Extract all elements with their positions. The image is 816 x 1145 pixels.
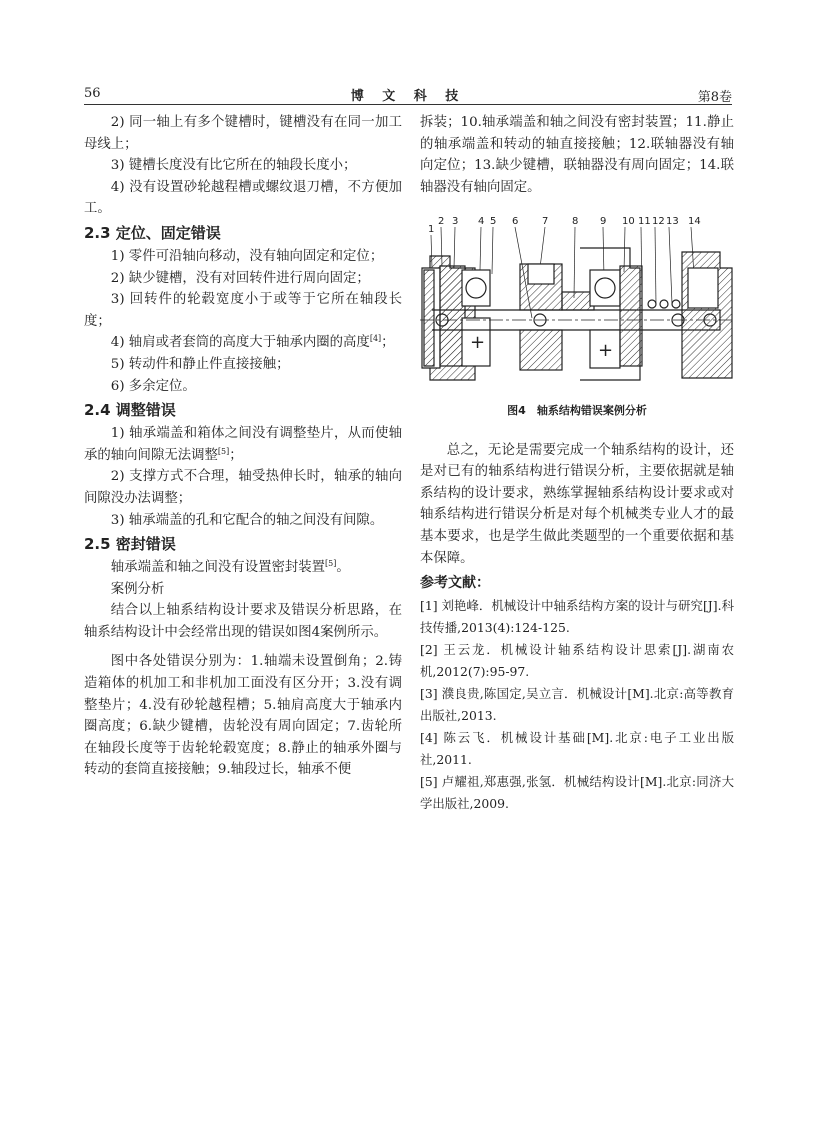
list-item-text: 4) 轴肩或者套筒的高度大于轴承内圈的高度: [110, 335, 370, 351]
punct: 。: [336, 560, 350, 576]
running-header: [84, 84, 732, 105]
part-label-9: 9: [600, 216, 607, 228]
list-item: 3) 回转件的轮毂宽度小于或等于它所在轴段长度；: [84, 292, 402, 329]
section-heading-2-5: 2.5 密封错误: [84, 535, 176, 554]
section-heading-2-4: 2.4 调整错误: [84, 401, 176, 420]
part-label-8: 8: [572, 216, 579, 228]
section-heading-2-3: 2.3 定位、固定错误: [84, 223, 221, 242]
paragraph: 图中各处错误分别为：1.轴端未设置倒角；2.铸造箱体的机加工和非机加工面没有区分开；3.没有调整垫片；4.没有砂轮越程槽；5.轴肩高度大于轴承内圈高度；6.缺少键槽，齿轮没有周向固定；7.齿轮所在轴段长度等于齿轮轮毂宽度；8.静止的轴承外圈与转动的套筒直接接触；9.轴段过长，轴承不便: [84, 654, 402, 778]
left-column: [84, 112, 402, 781]
part-label-2: 2: [438, 216, 445, 228]
punct: ；: [229, 447, 243, 463]
shaft-structure-drawing: [420, 208, 734, 390]
svg-text:+: +: [598, 340, 614, 362]
part-label-5: 5: [490, 216, 497, 228]
figure-caption: 图4 轴系结构错误案例分析: [507, 403, 647, 417]
references-title: 参考文献：: [420, 575, 490, 592]
part-leader-7: [540, 227, 545, 268]
part-label-13: 13: [666, 216, 679, 228]
paragraph: 结合以上轴系结构设计要求及错误分析思路，在轴系结构设计中会经常出现的错误如图4案例所示。: [84, 603, 402, 640]
list-item: 3) 轴承端盖的孔和它配合的轴之间没有间隙。: [110, 512, 384, 528]
volume-label: 第8卷: [697, 90, 732, 105]
part-label-4: 4: [478, 216, 485, 228]
part-label-7: 7: [542, 216, 549, 228]
part-label-11: 11: [638, 216, 651, 228]
paragraph: 总之，无论是需要完成一个轴系结构的设计，还是对已有的轴系结构进行错误分析，主要依据就是轴系结构的设计要求，熟练掌握轴系结构设计要求或对轴系结构进行错误分析是对每个机械类专业人才的最基本要求，也是学生做此类题型的一个重要依据和基本保障。: [420, 442, 734, 566]
list-item: 2) 同一轴上有多个键槽时，键槽没有在同一加工母线上；: [84, 115, 402, 152]
punct: ；: [381, 335, 395, 351]
part-leader-5: [492, 227, 493, 274]
subheading: 案例分析: [110, 581, 165, 597]
part-leader-4: [480, 227, 481, 270]
list-item: [84, 423, 402, 466]
paragraph-text: 轴承端盖和轴之间没有设置密封装置: [110, 560, 326, 576]
part-label-12: 12: [652, 216, 665, 228]
citation: [5]: [217, 446, 230, 456]
part-leader-13: [669, 227, 672, 304]
list-item: 2) 支撑方式不合理，轴受热伸长时，轴承的轴向间隙没办法调整；: [84, 469, 402, 506]
list-item: [84, 332, 402, 354]
svg-text:+: +: [470, 332, 486, 354]
right-column: [420, 112, 734, 815]
list-item: 4) 没有设置砂轮越程槽或螺纹退刀槽，不方便加工。: [84, 179, 402, 217]
reference-item: [2] 王云龙．机械设计轴系结构设计思索[J].湖南农机,2012(7):95-97.: [420, 641, 734, 679]
reference-item: [4] 陈云飞．机械设计基础[M].北京:电子工业出版社,2011.: [420, 729, 734, 767]
journal-name: 博 文 科 技: [350, 89, 466, 104]
part-label-6: 6: [512, 216, 519, 228]
figure-4: [420, 208, 734, 421]
list-item: 2) 缺少键槽，没有对回转件进行周向固定；: [110, 270, 370, 286]
part-label-10: 10: [622, 216, 635, 228]
part-leader-3: [454, 227, 455, 268]
part-leader-8: [574, 227, 575, 298]
reference-item: [1] 刘艳峰．机械设计中轴系结构方案的设计与研究[J].科技传播,2013(4):124-125.: [420, 597, 734, 635]
list-item-text: 1) 轴承端盖和箱体之间没有调整垫片，从而使轴承的轴向间隙无法调整: [84, 426, 402, 463]
part-label-3: 3: [452, 216, 459, 228]
page-number: 56: [84, 86, 101, 101]
reference-item: [5] 卢耀祖,郑惠强,张氢．机械结构设计[M].北京:同济大学出版社,2009.: [420, 773, 734, 811]
list-item: 3) 键槽长度没有比它所在的轴段长度小；: [110, 158, 357, 174]
part-label-14: 14: [688, 216, 701, 228]
citation: [4]: [369, 334, 382, 344]
list-item: 5) 转动件和静止件直接接触；: [110, 356, 290, 372]
list-item: 6) 多余定位。: [110, 378, 196, 394]
part-leader-12: [655, 227, 656, 304]
part-leader-10: [624, 227, 625, 272]
reference-item: [3] 濮良贵,陈国定,吴立言．机械设计[M].北京:高等教育出版社,2013.: [420, 685, 734, 723]
list-item: 1) 零件可沿轴向移动，没有轴向固定和定位；: [110, 248, 384, 264]
part-label-1: 1: [428, 224, 435, 236]
paragraph: [84, 557, 402, 579]
citation: [5]: [325, 559, 337, 569]
paragraph: 拆装；10.轴承端盖和轴之间没有密封装置；11.静止的轴承端盖和转动的轴直接接触；12.联轴器没有轴向定位；13.缺少键槽，联轴器没有周向固定；14.联轴器没有轴向固定。: [420, 115, 734, 195]
